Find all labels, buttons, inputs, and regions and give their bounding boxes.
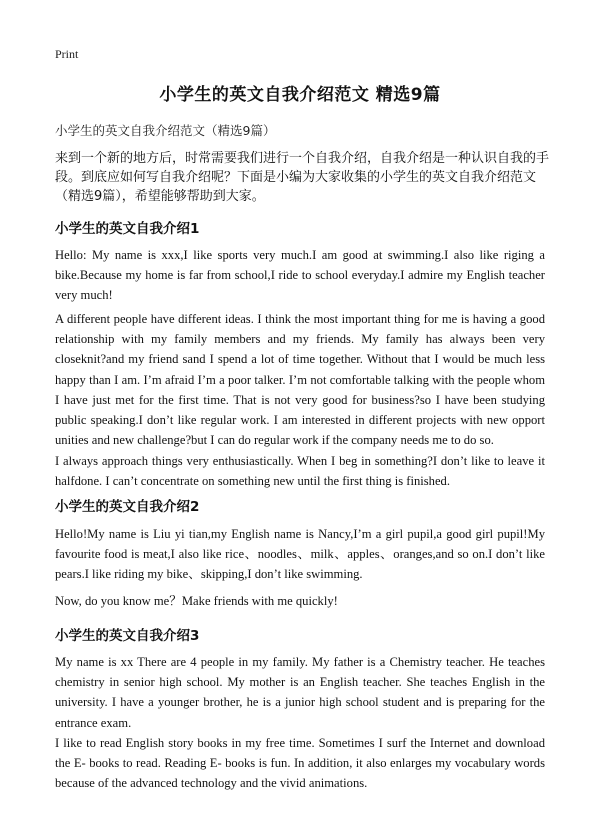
section-1-paragraph-3: I always approach things very enthusiastically. When I beg in something?I don’t like to leave it halfdone. I can’t concentrate on something new until the first thing is finished. (55, 454, 545, 489)
section-2-paragraph-2: Now, do you know me？Make friends with me quickly! (55, 594, 338, 608)
page-title: 小学生的英文自我介绍范文 精选9篇 (159, 85, 441, 105)
section-1-paragraph-2: A different people have different ideas. I think the most important thing for me is having a good relationship with my family members and my friends. My family has always been very closeknit?and my friend sand I spend a lot of time together. Without that I would be much less happy than I am. I’m afraid I’m a poor talker. I’m not comfortable talking with the people whom I have just met for the first time. That is not very good for business?so I have been studying public speaking.I don’t like regular work. I am interested in different projects with new opport unities and new challenge?but I can do regular work if the company needs me to do so. (55, 312, 545, 448)
section-heading-3: 小学生的英文自我介绍3 (55, 628, 200, 644)
section-heading-2: 小学生的英文自我介绍2 (55, 499, 200, 515)
section-3-paragraph-2: I like to read English story books in my free time. Sometimes I surf the Internet and download the E- books to read. Reading E- books is fun. In addition, it also enlarges my vocabulary words because of the advanced technology and the vivid animations. (55, 736, 545, 791)
intro-paragraph: 来到一个新的地方后，时常需要我们进行一个自我介绍，自我介绍是一种认识自我的手段。到底应如何写自我介绍呢？下面是小编为大家收集的小学生的英文自我介绍范文（精选9篇），希望能够帮助到大家。 (55, 151, 550, 204)
page-subtitle: 小学生的英文自我介绍范文（精选9篇） (55, 123, 276, 138)
section-1-paragraph-1: Hello: My name is xxx,I like sports very much.I am good at swimming.I also like riging a bike.Because my home is far from school,I ride to school everyday.I admire my English teacher very much! (55, 248, 545, 303)
section-heading-1: 小学生的英文自我介绍1 (55, 221, 200, 237)
print-link[interactable]: Print (55, 47, 79, 61)
section-3-paragraph-1: My name is xx There are 4 people in my family. My father is a Chemistry teacher. He teaches chemistry in senior high school. My mother is an English teacher. She teaches English in the university. I have a younger brother, he is a junior high school student and is preparing for the entrance exam. (55, 655, 545, 730)
section-2-paragraph-1: Hello!My name is Liu yi tian,my English name is Nancy,I’m a girl pupil,a good girl pupil!My favourite food is meat,I also like rice、noodles、milk、apples、oranges,and so on.I don’t like pears.I like riding my bike、skipping,I don’t like swimming. (55, 527, 545, 582)
